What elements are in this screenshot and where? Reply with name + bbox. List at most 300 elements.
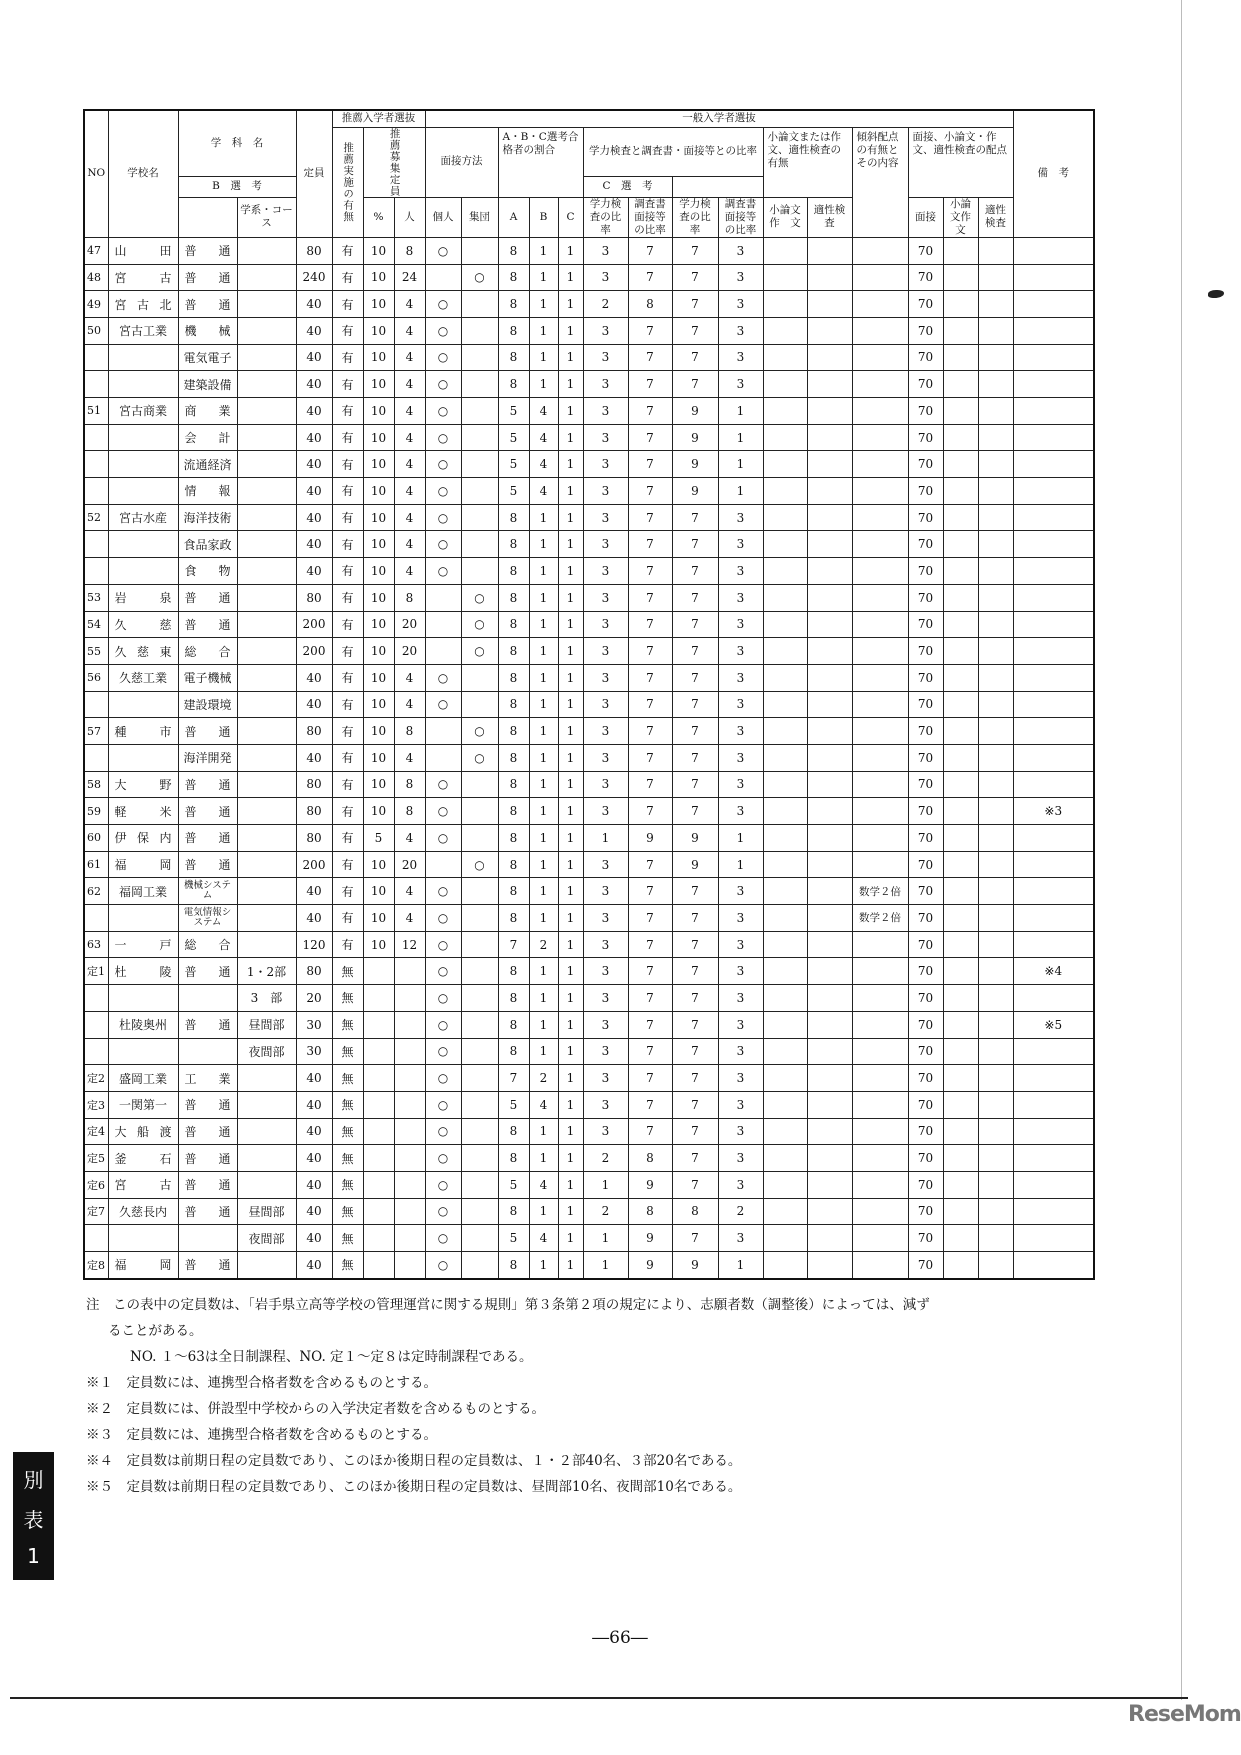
cell-b-report-ratio: 7 <box>628 1118 672 1145</box>
cell-school: 宮古商業 <box>108 398 178 425</box>
cell-aptitude-points <box>978 878 1013 905</box>
cell-capacity: 30 <box>296 1038 332 1065</box>
cell-b-report-ratio: 7 <box>628 451 672 478</box>
cell-aptitude <box>807 744 852 771</box>
cell-aptitude-points <box>978 1252 1013 1279</box>
cell-school <box>108 371 178 398</box>
cell-recommend-flag: 有 <box>332 825 363 852</box>
cell-ratio-c: 1 <box>558 237 583 264</box>
cell-dept: 総合 <box>178 931 237 958</box>
cell-c-exam-ratio: 7 <box>672 344 718 371</box>
cell-weighted <box>852 504 908 531</box>
cell-ratio-c: 1 <box>558 1171 583 1198</box>
cell-interview-individual: ○ <box>425 958 461 985</box>
cell-c-exam-ratio: 9 <box>672 851 718 878</box>
cell-remarks <box>1013 1091 1094 1118</box>
group-essay: 小論文または作文、適性検査の有無 <box>763 127 852 197</box>
cell-ratio-b: 1 <box>529 291 558 318</box>
cell-recommend-pct: 10 <box>363 264 394 291</box>
cell-aptitude <box>807 718 852 745</box>
cell-capacity: 40 <box>296 1065 332 1092</box>
cell-c-report-ratio: 3 <box>718 1091 763 1118</box>
cell-aptitude <box>807 664 852 691</box>
cell-dept <box>178 1225 237 1252</box>
cell-ratio-c: 1 <box>558 531 583 558</box>
cell-c-exam-ratio: 7 <box>672 638 718 665</box>
cell-c-report-ratio: 3 <box>718 1118 763 1145</box>
cell-recommend-persons <box>394 1225 425 1252</box>
cell-recommend-flag: 有 <box>332 851 363 878</box>
cell-school <box>108 531 178 558</box>
cell-b-exam-ratio: 3 <box>583 718 628 745</box>
page-number: ―66― <box>592 1628 648 1648</box>
cell-ratio-b: 1 <box>529 851 558 878</box>
cell-remarks <box>1013 451 1094 478</box>
cell-b-report-ratio: 7 <box>628 931 672 958</box>
cell-capacity: 30 <box>296 1011 332 1038</box>
cell-ratio-c: 1 <box>558 931 583 958</box>
cell-capacity: 80 <box>296 958 332 985</box>
cell-capacity: 40 <box>296 878 332 905</box>
cell-ratio-b: 4 <box>529 1091 558 1118</box>
cell-b-report-ratio: 7 <box>628 985 672 1012</box>
cell-ratio-b: 1 <box>529 611 558 638</box>
cell-essay-points <box>943 985 978 1012</box>
cell-dept: 会計 <box>178 424 237 451</box>
cell-capacity: 40 <box>296 317 332 344</box>
cell-course <box>237 905 296 932</box>
cell-aptitude-points <box>978 264 1013 291</box>
cell-interview-points: 70 <box>908 1038 943 1065</box>
cell-essay <box>763 558 807 585</box>
cell-interview-group <box>461 1038 498 1065</box>
cell-essay-points <box>943 878 978 905</box>
cell-remarks <box>1013 1252 1094 1279</box>
cell-no: 48 <box>84 264 108 291</box>
cell-interview-individual: ○ <box>425 1252 461 1279</box>
cell-interview-points: 70 <box>908 1011 943 1038</box>
cell-essay <box>763 958 807 985</box>
col-essay-pts: 小論文作 文 <box>943 197 978 237</box>
cell-ratio-b: 1 <box>529 664 558 691</box>
cell-b-report-ratio: 7 <box>628 771 672 798</box>
cell-b-exam-ratio: 3 <box>583 985 628 1012</box>
cell-essay <box>763 504 807 531</box>
cell-weighted <box>852 851 908 878</box>
cell-ratio-a: 8 <box>498 317 529 344</box>
cell-school: 大野 <box>108 771 178 798</box>
cell-ratio-b: 1 <box>529 1118 558 1145</box>
cell-weighted <box>852 344 908 371</box>
cell-weighted: 数学２倍 <box>852 905 908 932</box>
cell-ratio-c: 1 <box>558 1091 583 1118</box>
cell-ratio-b: 1 <box>529 744 558 771</box>
cell-school: 伊保内 <box>108 825 178 852</box>
cell-ratio-a: 5 <box>498 451 529 478</box>
cell-essay-points <box>943 478 978 505</box>
cell-remarks <box>1013 478 1094 505</box>
cell-essay <box>763 771 807 798</box>
cell-aptitude-points <box>978 771 1013 798</box>
appendix-tab-char: 1 <box>27 1544 40 1569</box>
cell-essay <box>763 1198 807 1225</box>
cell-capacity: 40 <box>296 558 332 585</box>
cell-remarks <box>1013 771 1094 798</box>
cell-ratio-b: 2 <box>529 931 558 958</box>
cell-capacity: 80 <box>296 237 332 264</box>
cell-recommend-persons: 8 <box>394 771 425 798</box>
cell-recommend-persons: 4 <box>394 344 425 371</box>
cell-recommend-flag: 有 <box>332 931 363 958</box>
cell-recommend-flag: 有 <box>332 344 363 371</box>
cell-b-report-ratio: 9 <box>628 1171 672 1198</box>
cell-weighted <box>852 611 908 638</box>
cell-dept: 普通 <box>178 291 237 318</box>
cell-recommend-pct <box>363 1038 394 1065</box>
cell-recommend-flag: 有 <box>332 771 363 798</box>
cell-interview-individual: ○ <box>425 905 461 932</box>
cell-recommend-flag: 有 <box>332 798 363 825</box>
cell-interview-individual: ○ <box>425 878 461 905</box>
cell-c-exam-ratio: 9 <box>672 451 718 478</box>
cell-aptitude <box>807 638 852 665</box>
cell-c-report-ratio: 1 <box>718 424 763 451</box>
cell-interview-group <box>461 1145 498 1172</box>
cell-dept: 海洋技術 <box>178 504 237 531</box>
cell-aptitude-points <box>978 371 1013 398</box>
cell-recommend-pct: 10 <box>363 237 394 264</box>
cell-c-report-ratio: 3 <box>718 558 763 585</box>
table-row <box>84 317 1094 344</box>
cell-dept: 機械システム <box>178 878 237 905</box>
cell-ratio-b: 4 <box>529 424 558 451</box>
cell-recommend-flag: 有 <box>332 264 363 291</box>
cell-b-exam-ratio: 3 <box>583 237 628 264</box>
cell-course <box>237 664 296 691</box>
cell-c-exam-ratio: 7 <box>672 985 718 1012</box>
table-row <box>84 878 1094 905</box>
cell-ratio-a: 7 <box>498 931 529 958</box>
cell-interview-points: 70 <box>908 371 943 398</box>
cell-ratio-a: 7 <box>498 1065 529 1092</box>
cell-capacity: 40 <box>296 1118 332 1145</box>
cell-c-exam-ratio: 7 <box>672 264 718 291</box>
cell-course: 昼間部 <box>237 1198 296 1225</box>
cell-ratio-a: 8 <box>498 771 529 798</box>
cell-aptitude <box>807 771 852 798</box>
cell-essay-points <box>943 398 978 425</box>
cell-ratio-c: 1 <box>558 1198 583 1225</box>
cell-recommend-flag: 有 <box>332 424 363 451</box>
cell-interview-individual: ○ <box>425 1118 461 1145</box>
cell-aptitude <box>807 317 852 344</box>
cell-dept <box>178 1038 237 1065</box>
scan-edge-line <box>1181 0 1182 1700</box>
cell-ratio-c: 1 <box>558 1038 583 1065</box>
cell-capacity: 200 <box>296 638 332 665</box>
cell-aptitude-points <box>978 424 1013 451</box>
cell-recommend-flag: 有 <box>332 638 363 665</box>
cell-ratio-c: 1 <box>558 664 583 691</box>
cell-essay <box>763 424 807 451</box>
cell-capacity: 40 <box>296 905 332 932</box>
cell-remarks <box>1013 504 1094 531</box>
cell-c-exam-ratio: 7 <box>672 611 718 638</box>
cell-aptitude <box>807 851 852 878</box>
cell-no: 51 <box>84 398 108 425</box>
cell-b-exam-ratio: 2 <box>583 1145 628 1172</box>
cell-ratio-c: 1 <box>558 1145 583 1172</box>
cell-school: 福岡 <box>108 1252 178 1279</box>
cell-c-exam-ratio: 7 <box>672 771 718 798</box>
cell-interview-group <box>461 531 498 558</box>
cell-aptitude <box>807 1038 852 1065</box>
cell-remarks <box>1013 558 1094 585</box>
cell-interview-individual: ○ <box>425 1145 461 1172</box>
cell-ratio-a: 8 <box>498 584 529 611</box>
cell-ratio-a: 8 <box>498 744 529 771</box>
cell-c-exam-ratio: 7 <box>672 905 718 932</box>
cell-course <box>237 504 296 531</box>
cell-c-exam-ratio: 9 <box>672 825 718 852</box>
col-interview-method: 面接方法 <box>425 127 498 197</box>
cell-c-report-ratio: 3 <box>718 504 763 531</box>
cell-no <box>84 905 108 932</box>
cell-b-report-ratio: 7 <box>628 1065 672 1092</box>
cell-ratio-c: 1 <box>558 1011 583 1038</box>
cell-recommend-pct: 10 <box>363 317 394 344</box>
cell-recommend-pct <box>363 985 394 1012</box>
cell-ratio-c: 1 <box>558 291 583 318</box>
cell-ratio-a: 8 <box>498 905 529 932</box>
cell-dept: 電気情報システム <box>178 905 237 932</box>
col-dept-blank <box>178 197 237 237</box>
cell-ratio-a: 8 <box>498 504 529 531</box>
cell-essay <box>763 931 807 958</box>
cell-course <box>237 478 296 505</box>
cell-b-report-ratio: 7 <box>628 905 672 932</box>
cell-c-exam-ratio: 9 <box>672 424 718 451</box>
cell-essay <box>763 744 807 771</box>
cell-essay <box>763 798 807 825</box>
cell-dept: 普通 <box>178 1252 237 1279</box>
cell-recommend-pct: 10 <box>363 531 394 558</box>
cell-c-report-ratio: 3 <box>718 344 763 371</box>
cell-b-exam-ratio: 3 <box>583 958 628 985</box>
cell-ratio-b: 1 <box>529 798 558 825</box>
cell-no: 定1 <box>84 958 108 985</box>
cell-course <box>237 531 296 558</box>
cell-essay <box>763 1038 807 1065</box>
cell-interview-points: 70 <box>908 317 943 344</box>
cell-ratio-c: 1 <box>558 905 583 932</box>
cell-aptitude <box>807 1118 852 1145</box>
cell-ratio-b: 1 <box>529 1198 558 1225</box>
cell-school <box>108 451 178 478</box>
cell-interview-group <box>461 371 498 398</box>
cell-ratio-b: 1 <box>529 691 558 718</box>
cell-capacity: 40 <box>296 1225 332 1252</box>
cell-recommend-flag: 無 <box>332 985 363 1012</box>
table-row <box>84 1145 1094 1172</box>
note-main-cont: ることがある。 <box>108 1323 203 1339</box>
cell-aptitude <box>807 344 852 371</box>
cell-course <box>237 237 296 264</box>
cell-c-exam-ratio: 7 <box>672 558 718 585</box>
cell-aptitude-points <box>978 744 1013 771</box>
cell-ratio-a: 8 <box>498 958 529 985</box>
cell-remarks <box>1013 371 1094 398</box>
cell-ratio-b: 4 <box>529 398 558 425</box>
cell-recommend-pct: 10 <box>363 291 394 318</box>
cell-recommend-pct <box>363 1225 394 1252</box>
cell-course <box>237 611 296 638</box>
cell-ratio-c: 1 <box>558 1118 583 1145</box>
cell-interview-individual: ○ <box>425 1065 461 1092</box>
cell-ratio-c: 1 <box>558 798 583 825</box>
cell-weighted <box>852 771 908 798</box>
cell-aptitude <box>807 371 852 398</box>
table-row <box>84 958 1094 985</box>
cell-dept: 電気電子 <box>178 344 237 371</box>
cell-weighted <box>852 744 908 771</box>
cell-c-exam-ratio: 9 <box>672 478 718 505</box>
cell-recommend-persons: 4 <box>394 878 425 905</box>
cell-recommend-pct <box>363 1091 394 1118</box>
table-row <box>84 424 1094 451</box>
cell-recommend-flag: 有 <box>332 504 363 531</box>
cell-dept: 普通 <box>178 584 237 611</box>
cell-ratio-b: 1 <box>529 825 558 852</box>
cell-recommend-persons: 4 <box>394 905 425 932</box>
cell-weighted <box>852 264 908 291</box>
cell-no: 57 <box>84 718 108 745</box>
cell-ratio-a: 5 <box>498 424 529 451</box>
cell-c-report-ratio: 2 <box>718 1198 763 1225</box>
cell-interview-points: 70 <box>908 237 943 264</box>
cell-course <box>237 584 296 611</box>
cell-interview-individual: ○ <box>425 825 461 852</box>
cell-b-exam-ratio: 3 <box>583 638 628 665</box>
cell-interview-individual: ○ <box>425 1091 461 1118</box>
cell-capacity: 40 <box>296 744 332 771</box>
cell-course <box>237 878 296 905</box>
cell-recommend-persons <box>394 985 425 1012</box>
cell-recommend-pct: 5 <box>363 825 394 852</box>
cell-aptitude <box>807 611 852 638</box>
cell-recommend-pct: 10 <box>363 371 394 398</box>
cell-essay-points <box>943 584 978 611</box>
cell-recommend-persons: 8 <box>394 718 425 745</box>
cell-b-exam-ratio: 1 <box>583 1225 628 1252</box>
cell-essay <box>763 611 807 638</box>
cell-ratio-c: 1 <box>558 317 583 344</box>
cell-recommend-pct <box>363 958 394 985</box>
cell-interview-individual: ○ <box>425 1011 461 1038</box>
cell-essay-points <box>943 531 978 558</box>
cell-essay-points <box>943 638 978 665</box>
cell-interview-individual: ○ <box>425 317 461 344</box>
cell-interview-group: ○ <box>461 718 498 745</box>
cell-ratio-c: 1 <box>558 744 583 771</box>
cell-essay <box>763 905 807 932</box>
cell-interview-individual: ○ <box>425 478 461 505</box>
cell-c-exam-ratio: 7 <box>672 1011 718 1038</box>
cell-interview-group <box>461 451 498 478</box>
cell-ratio-a: 8 <box>498 1252 529 1279</box>
table-body <box>84 237 1094 1278</box>
cell-ratio-b: 4 <box>529 1225 558 1252</box>
cell-aptitude <box>807 958 852 985</box>
cell-interview-points: 70 <box>908 344 943 371</box>
note-1: ※１ 定員数には、連携型合格者数を含めるものとする。 <box>86 1375 437 1391</box>
table-row <box>84 611 1094 638</box>
cell-essay <box>763 1145 807 1172</box>
cell-aptitude <box>807 878 852 905</box>
cell-recommend-persons: 20 <box>394 851 425 878</box>
cell-capacity: 40 <box>296 691 332 718</box>
cell-school: 久慈東 <box>108 638 178 665</box>
cell-b-report-ratio: 9 <box>628 1225 672 1252</box>
cell-essay-points <box>943 558 978 585</box>
cell-ratio-b: 1 <box>529 718 558 745</box>
cell-essay-points <box>943 1145 978 1172</box>
cell-weighted <box>852 371 908 398</box>
col-course: 学系・コース <box>237 197 296 237</box>
cell-school <box>108 1038 178 1065</box>
cell-b-exam-ratio: 3 <box>583 371 628 398</box>
cell-recommend-persons: 4 <box>394 317 425 344</box>
cell-interview-individual <box>425 744 461 771</box>
cell-school: 山田 <box>108 237 178 264</box>
cell-ratio-b: 1 <box>529 531 558 558</box>
cell-essay-points <box>943 798 978 825</box>
cell-aptitude <box>807 1011 852 1038</box>
cell-recommend-flag: 有 <box>332 371 363 398</box>
note-4: ※４ 定員数は前期日程の定員数であり、このほか後期日程の定員数は、１・２部40名、３部20名である。 <box>86 1453 742 1469</box>
cell-interview-group: ○ <box>461 264 498 291</box>
cell-aptitude-points <box>978 504 1013 531</box>
cell-interview-points: 70 <box>908 825 943 852</box>
cell-interview-points: 70 <box>908 1118 943 1145</box>
cell-b-exam-ratio: 3 <box>583 905 628 932</box>
cell-course <box>237 398 296 425</box>
group-general: 一般入学者選抜 <box>425 110 1013 127</box>
cell-ratio-c: 1 <box>558 985 583 1012</box>
cell-b-exam-ratio: 3 <box>583 931 628 958</box>
cell-weighted <box>852 1145 908 1172</box>
cell-capacity: 240 <box>296 264 332 291</box>
cell-b-exam-ratio: 3 <box>583 344 628 371</box>
cell-capacity: 40 <box>296 424 332 451</box>
cell-weighted <box>852 1252 908 1279</box>
table-row <box>84 264 1094 291</box>
cell-aptitude-points <box>978 718 1013 745</box>
cell-b-exam-ratio: 3 <box>583 1011 628 1038</box>
cell-essay-points <box>943 771 978 798</box>
cell-capacity: 40 <box>296 531 332 558</box>
cell-recommend-flag: 無 <box>332 1145 363 1172</box>
cell-no: 62 <box>84 878 108 905</box>
cell-dept: 食品家政 <box>178 531 237 558</box>
cell-c-exam-ratio: 7 <box>672 531 718 558</box>
table-row <box>84 1252 1094 1279</box>
cell-dept: 普通 <box>178 264 237 291</box>
cell-essay-points <box>943 1171 978 1198</box>
cell-b-report-ratio: 7 <box>628 798 672 825</box>
cell-aptitude <box>807 531 852 558</box>
cell-capacity: 40 <box>296 1252 332 1279</box>
